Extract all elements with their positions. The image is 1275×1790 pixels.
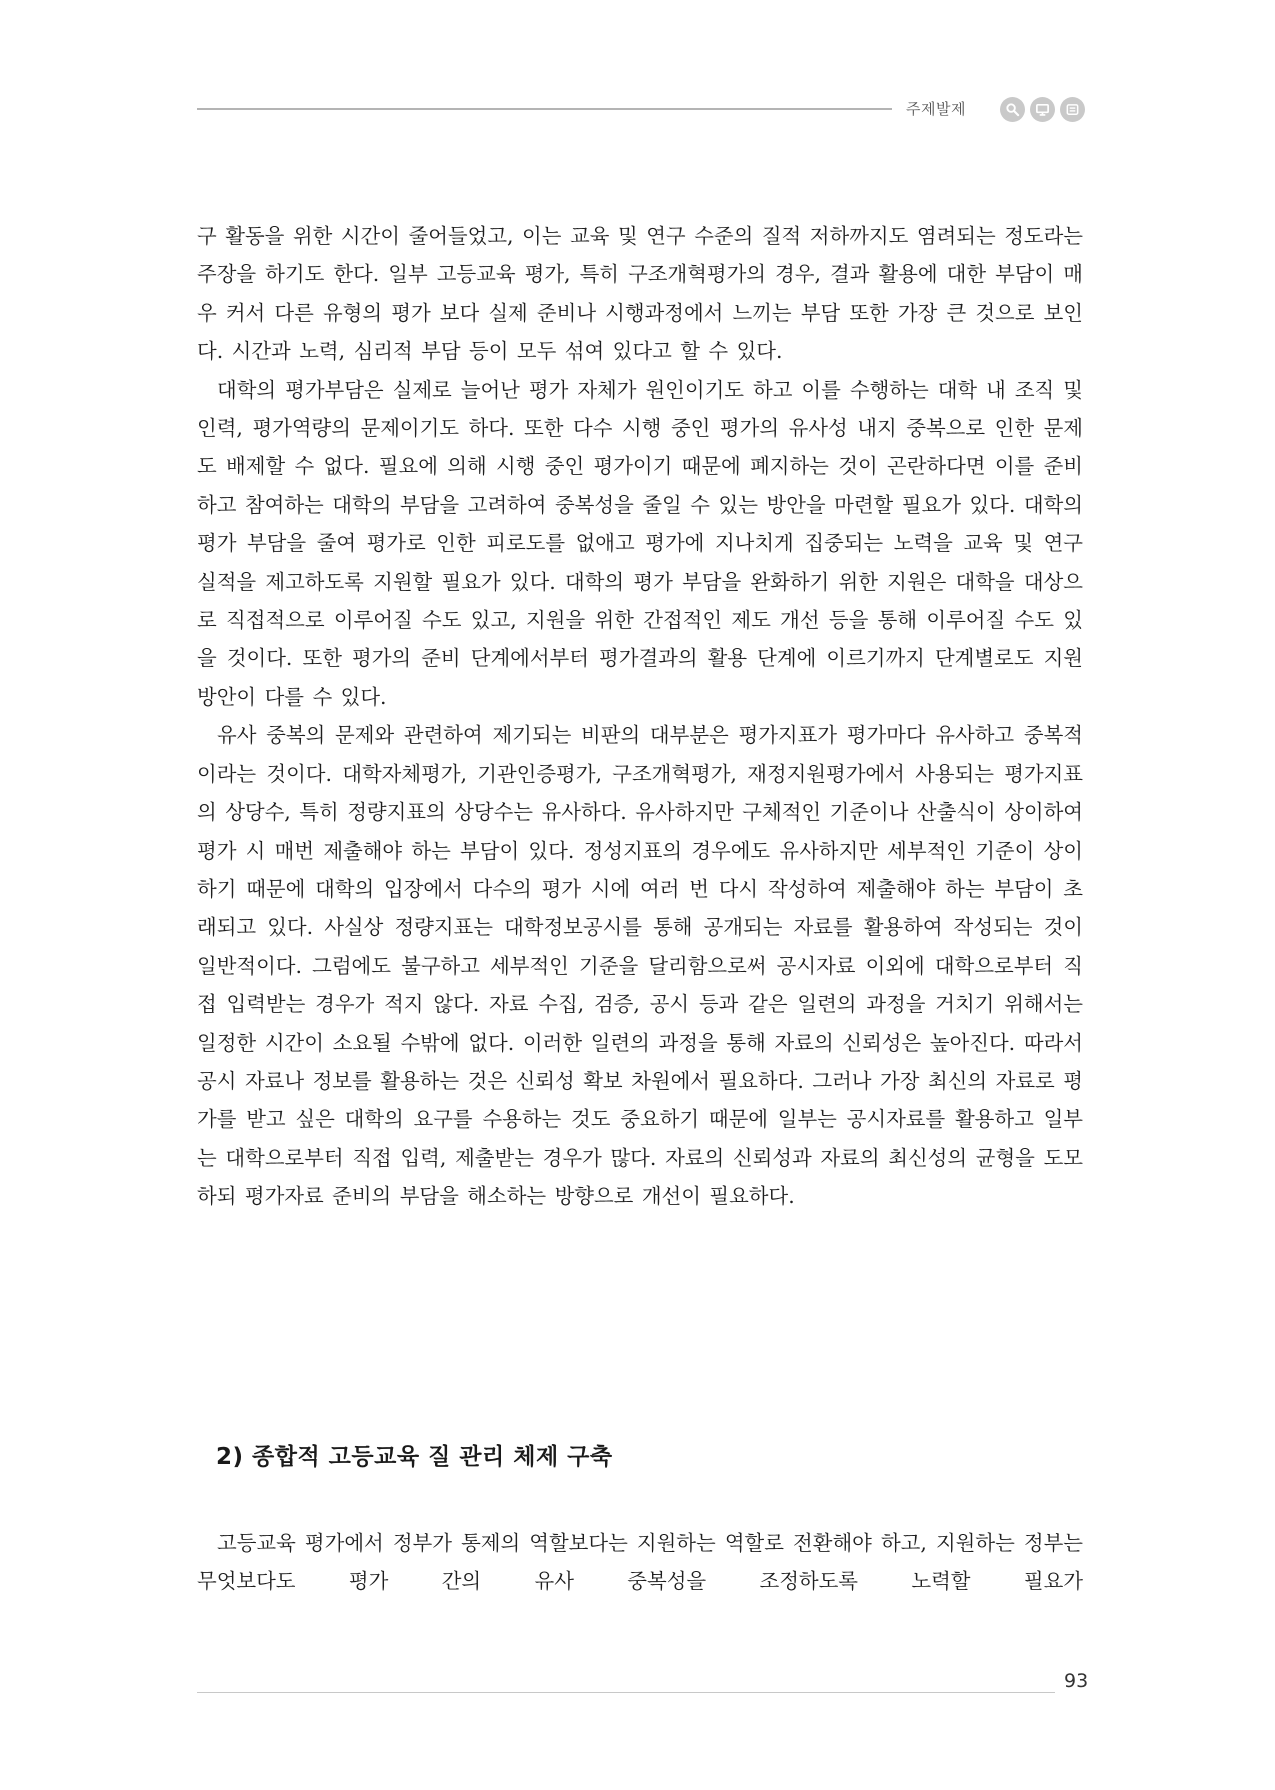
running-header-label: 주제발제 (906, 100, 966, 118)
body-paragraph: 대학의 평가부담은 실제로 늘어난 평가 자체가 원인이기도 하고 이를 수행하는 대학 내 조직 및 인력, 평가역량의 문제이기도 하다. 또한 다수 시행 중인 평가의 유사성 내지 중복으로 인한 문제도 배제할 수 없다. 필요에 의해 시행 중인 평가이기 때문에 폐지하는 것이 곤란하다면 이를 준비하고 참여하는 대학의 부담을 고려하여 중복성을 줄일 수 있는 방안을 마련할 필요가 있다. 대학의 평가 부담을 줄여 평가로 인한 피로도를 없애고 평가에 지나치게 집중되는 노력을 교육 및 연구 실적을 제고하도록 지원할 필요가 있다. 대학의 평가 부담을 완화하기 위한 지원은 대학을 대상으로 직접적으로 이루어질 수도 있고, 지원을 위한 간접적인 제도 개선 등을 통해 이루어질 수도 있을 것이다. 또한 평가의 준비 단계에서부터 평가결과의 활용 단계에 이르기까지 단계별로도 지원 방안이 다를 수 있다. (197, 377, 1083, 709)
list-icon (1060, 97, 1085, 122)
body-paragraph: 고등교육 평가에서 정부가 통제의 역할보다는 지원하는 역할로 전환해야 하고, 지원하는 정부는 무엇보다도 평가 간의 유사 중복성을 조정하도록 노력할 필요가 (197, 1531, 1083, 1594)
section-body-text (197, 1524, 1083, 1601)
section-heading: 2) 종합적 고등교육 질 관리 체제 구축 (216, 1444, 613, 1470)
page-number: 93 (1064, 1670, 1089, 1692)
header-rule (197, 108, 892, 110)
body-paragraph: 구 활동을 위한 시간이 줄어들었고, 이는 교육 및 연구 수준의 질적 저하까지도 염려되는 정도라는 주장을 하기도 한다. 일부 고등교육 평가, 특히 구조개혁평가의 경우, 결과 활용에 대한 부담이 매우 커서 다른 유형의 평가 보다 실제 준비나 시행과정에서 느끼는 부담 또한 가장 큰 것으로 보인다. 시간과 노력, 심리적 부담 등이 모두 섞여 있다고 할 수 있다. (197, 224, 1083, 364)
body-paragraph: 유사 중복의 문제와 관련하여 제기되는 비판의 대부분은 평가지표가 평가마다 유사하고 중복적이라는 것이다. 대학자체평가, 기관인증평가, 구조개혁평가, 재정지원평가에서 사용되는 평가지표의 상당수, 특히 정량지표의 상당수는 유사하다. 유사하지만 구체적인 기준이나 산출식이 상이하여 평가 시 매번 제출해야 하는 부담이 있다. 정성지표의 경우에도 유사하지만 세부적인 기준이 상이하기 때문에 대학의 입장에서 다수의 평가 시에 여러 번 다시 작성하여 제출해야 하는 부담이 초래되고 있다. 사실상 정량지표는 대학정보공시를 통해 공개되는 자료를 활용하여 작성되는 것이 일반적이다. 그럼에도 불구하고 세부적인 기준을 달리함으로써 공시자료 이외에 대학으로부터 직접 입력받는 경우가 적지 않다. 자료 수집, 검증, 공시 등과 같은 일련의 과정을 거치기 위해서는 일정한 시간이 소요될 수밖에 없다. 이러한 일련의 과정을 통해 자료의 신뢰성은 높아진다. 따라서 공시 자료나 정보를 활용하는 것은 신뢰성 확보 차원에서 필요하다. 그러나 가장 최신의 자료로 평가를 받고 싶은 대학의 요구를 수용하는 것도 중요하기 때문에 일부는 공시자료를 활용하고 일부는 대학으로부터 직접 입력, 제출받는 경우가 많다. 자료의 신뢰성과 자료의 최신성의 균형을 도모하되 평가자료 준비의 부담을 해소하는 방향으로 개선이 필요하다. (197, 723, 1083, 1209)
monitor-icon (1030, 97, 1055, 122)
footer-rule (197, 1692, 1055, 1693)
header-icon-group (1000, 97, 1085, 122)
body-text (197, 217, 1083, 1216)
search-icon (1000, 97, 1025, 122)
